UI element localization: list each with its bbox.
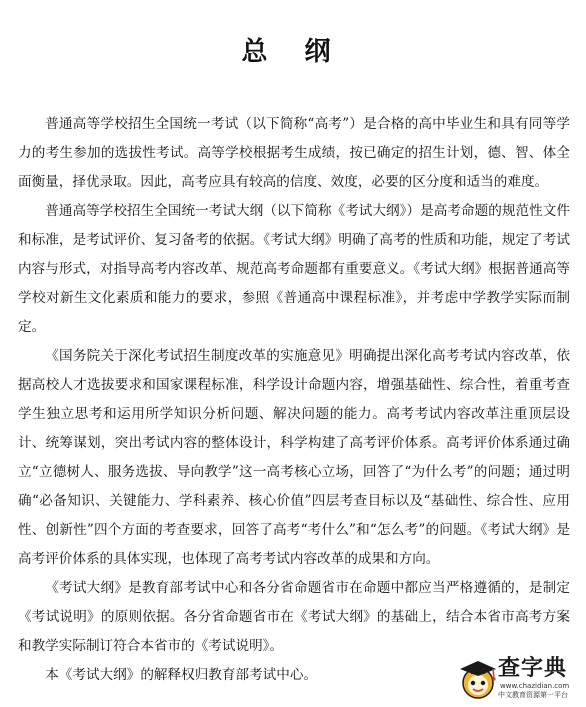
document-body	[18, 110, 570, 690]
document-title: 总 纲	[241, 37, 345, 67]
watermark-brand-name: 查字典	[498, 656, 568, 681]
paragraph-5: 本《考试大纲》的解释权归教育部考试中心。	[45, 667, 318, 683]
watermark-slogan: 中文教育资源第一平台	[498, 691, 568, 699]
mascot-graduate-icon	[458, 657, 498, 701]
paragraph-3: 《国务院关于深化考试招生制度改革的实施意见》明确提出深化高考考试内容改革，依据高校人才选拔要求和国家课程标准，科学设计命题内容，增强基础性、综合性，着重考查学生独立思考和运用所学知识分析问题、解决问题的能力。高考考试内容改革注重顶层设计、统筹谋划，突出考试内容的整体设计，科学构建了高考评价体系。高考评价体系通过确立“立德树人、服务选拔、导向教学”这一高考核心立场，回答了“为什么考”的问题；通过明确“必备知识、关键能力、学科素养、核心价值”四层考查目标以及“基础性、综合性、应用性、创新性”四个方面的考查要求，回答了高考“考什么”和“怎么考”的问题。《考试大纲》是高考评价体系的具体实现，也体现了高考考试内容改革的成果和方向。	[18, 348, 570, 567]
paragraph-2: 普通高等学校招生全国统一考试大纲（以下简称《考试大纲》）是高考命题的规范性文件和标准，是考试评价、复习备考的依据。《考试大纲》明确了高考的性质和功能，规定了考试内容与形式，对指导高考内容改革、规范高考命题都有重要意义。《考试大纲》根据普通高等学校对新生文化素质和能力的要求，参照《普通高中课程标准》，并考虑中学教学实际而制定。	[18, 203, 570, 335]
watermark-logo	[458, 655, 580, 703]
paragraph-1: 普通高等学校招生全国统一考试（以下简称“高考”）是合格的高中毕业生和具有同等学力的考生参加的选拔性考试。高等学校根据考生成绩，按已确定的招生计划，德、智、体全面衡量，择优录取。因此，高考应具有较高的信度、效度，必要的区分度和适当的难度。	[18, 116, 570, 190]
paragraph-4: 《考试大纲》是教育部考试中心和各分省命题省市在命题中都应当严格遵循的，是制定《考试说明》的原则依据。各分省命题省市在《考试大纲》的基础上，结合本省市高考方案和教学实际制订符合本省市的《考试说明》。	[18, 580, 570, 654]
watermark-domain: www.chazidian.com	[500, 682, 570, 690]
